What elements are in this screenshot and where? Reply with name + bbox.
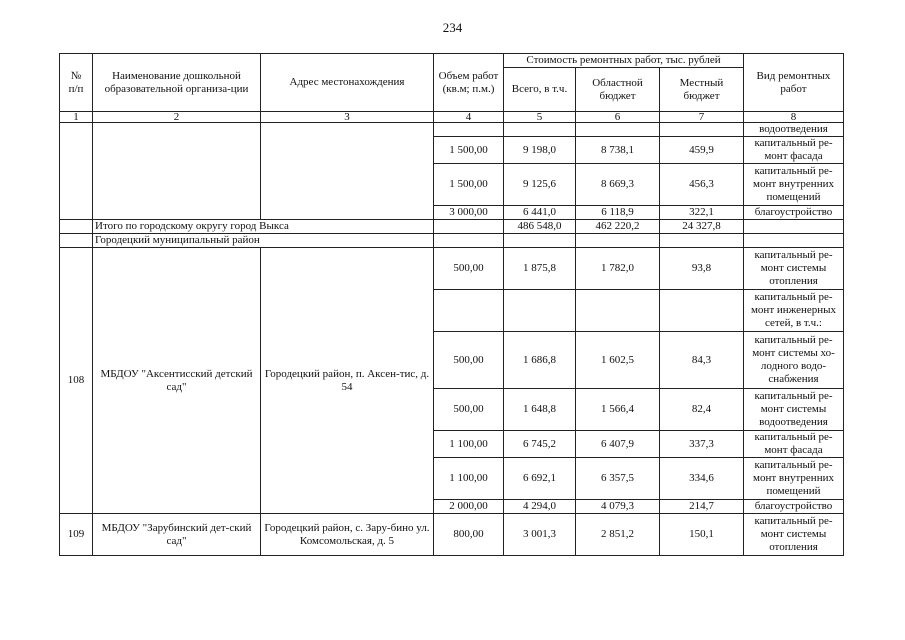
col-number: 1 [60,112,93,123]
cell-total: 1 648,8 [504,389,576,431]
cell-local: 456,3 [660,164,744,206]
cell-total: 6 441,0 [504,206,576,220]
cell-total: 6 692,1 [504,458,576,500]
cell-local [660,123,744,137]
cell-regional: 6 407,9 [576,431,660,458]
cell-regional: 8 738,1 [576,137,660,164]
col-number: 7 [660,112,744,123]
header-type: Вид ремонтных работ [744,54,844,112]
header-regional: Областной бюджет [576,68,660,112]
col-number: 3 [261,112,434,123]
subtotal-total: 486 548,0 [504,220,576,234]
col-number: 5 [504,112,576,123]
cell-total: 9 125,6 [504,164,576,206]
cell-volume [434,234,504,248]
col-number: 4 [434,112,504,123]
cell-type: капитальный ре-монт инженерных сетей, в т.ч.: [744,290,844,332]
cell-local: 322,1 [660,206,744,220]
cell-local: 334,6 [660,458,744,500]
cell-volume: 3 000,00 [434,206,504,220]
cell-type: капитальный ре-монт системы водоотведения [744,389,844,431]
cell-total [504,290,576,332]
org-number: 108 [60,248,93,514]
cell-total [504,234,576,248]
cell-volume: 500,00 [434,332,504,389]
cell-local [660,234,744,248]
cell-total: 6 745,2 [504,431,576,458]
cell-volume: 500,00 [434,248,504,290]
cell-type: капитальный ре-монт фасада [744,137,844,164]
column-number-row [60,112,844,123]
subtotal-row [60,220,844,234]
cell-regional: 6 118,9 [576,206,660,220]
col-number: 6 [576,112,660,123]
cell-volume [434,123,504,137]
cell-type: капитальный ре-монт системы хо-лодного водо-снабжения [744,332,844,389]
cell-regional: 6 357,5 [576,458,660,500]
subtotal-regional: 462 220,2 [576,220,660,234]
cell-total [504,123,576,137]
cell-type: капитальный ре-монт системы отопления [744,514,844,556]
header-address: Адрес местонахождения [261,54,434,112]
cell-volume: 1 100,00 [434,458,504,500]
header-cost-group: Стоимость ремонтных работ, тыс. рублей [504,54,744,68]
cell-regional [576,290,660,332]
cell-regional: 1 566,4 [576,389,660,431]
cell-type: капитальный ре-монт фасада [744,431,844,458]
header-total: Всего, в т.ч. [504,68,576,112]
header-local: Местный бюджет [660,68,744,112]
table-row [60,248,844,290]
subtotal-label: Итого по городскому округу город Выкса [93,220,434,234]
cell-volume: 1 500,00 [434,137,504,164]
col-number: 8 [744,112,844,123]
cell-num [60,123,93,220]
header-name: Наименование дошкольной образовательной организа-ции [93,54,261,112]
cell-regional [576,234,660,248]
cell-total: 1 686,8 [504,332,576,389]
cell-regional: 8 669,3 [576,164,660,206]
cell-regional: 1 782,0 [576,248,660,290]
cell-volume: 1 500,00 [434,164,504,206]
cell-total: 3 001,3 [504,514,576,556]
table-row [60,123,844,137]
repair-works-table [59,53,844,556]
cell-name [93,123,261,220]
cell-type: капитальный ре-монт системы отопления [744,248,844,290]
district-label: Городецкий муниципальный район [93,234,434,248]
cell-volume [434,290,504,332]
cell-type [744,234,844,248]
cell-regional [576,123,660,137]
cell-local: 459,9 [660,137,744,164]
org-number: 109 [60,514,93,556]
cell-volume: 2 000,00 [434,500,504,514]
org-address: Городецкий район, с. Зару-бино ул. Комсомольская, д. 5 [261,514,434,556]
cell-local [660,290,744,332]
col-number: 2 [93,112,261,123]
cell-local: 84,3 [660,332,744,389]
cell-volume [434,220,504,234]
cell-type: капитальный ре-монт внутренних помещений [744,458,844,500]
cell-address [261,123,434,220]
cell-regional: 1 602,5 [576,332,660,389]
header-row [60,54,844,68]
cell-regional: 4 079,3 [576,500,660,514]
cell-total: 9 198,0 [504,137,576,164]
cell-total: 4 294,0 [504,500,576,514]
cell-type [744,220,844,234]
org-name: МБДОУ "Зарубинский дет-ский сад" [93,514,261,556]
cell-local: 150,1 [660,514,744,556]
cell-volume: 800,00 [434,514,504,556]
cell-type: благоустройство [744,500,844,514]
cell-local: 82,4 [660,389,744,431]
district-row [60,234,844,248]
cell-regional: 2 851,2 [576,514,660,556]
page-number: 234 [442,20,463,35]
cell-volume: 500,00 [434,389,504,431]
header-volume: Объем работ (кв.м; п.м.) [434,54,504,112]
cell-local: 93,8 [660,248,744,290]
subtotal-local: 24 327,8 [660,220,744,234]
table-row [60,514,844,556]
cell-type: водоотведения [744,123,844,137]
cell-num [60,220,93,234]
cell-total: 1 875,8 [504,248,576,290]
header-num: № п/п [60,54,93,112]
cell-volume: 1 100,00 [434,431,504,458]
cell-num [60,234,93,248]
org-name: МБДОУ "Аксентисский детский сад" [93,248,261,514]
org-address: Городецкий район, п. Аксен-тис, д. 54 [261,248,434,514]
cell-type: благоустройство [744,206,844,220]
cell-local: 337,3 [660,431,744,458]
cell-local: 214,7 [660,500,744,514]
cell-type: капитальный ре-монт внутренних помещений [744,164,844,206]
